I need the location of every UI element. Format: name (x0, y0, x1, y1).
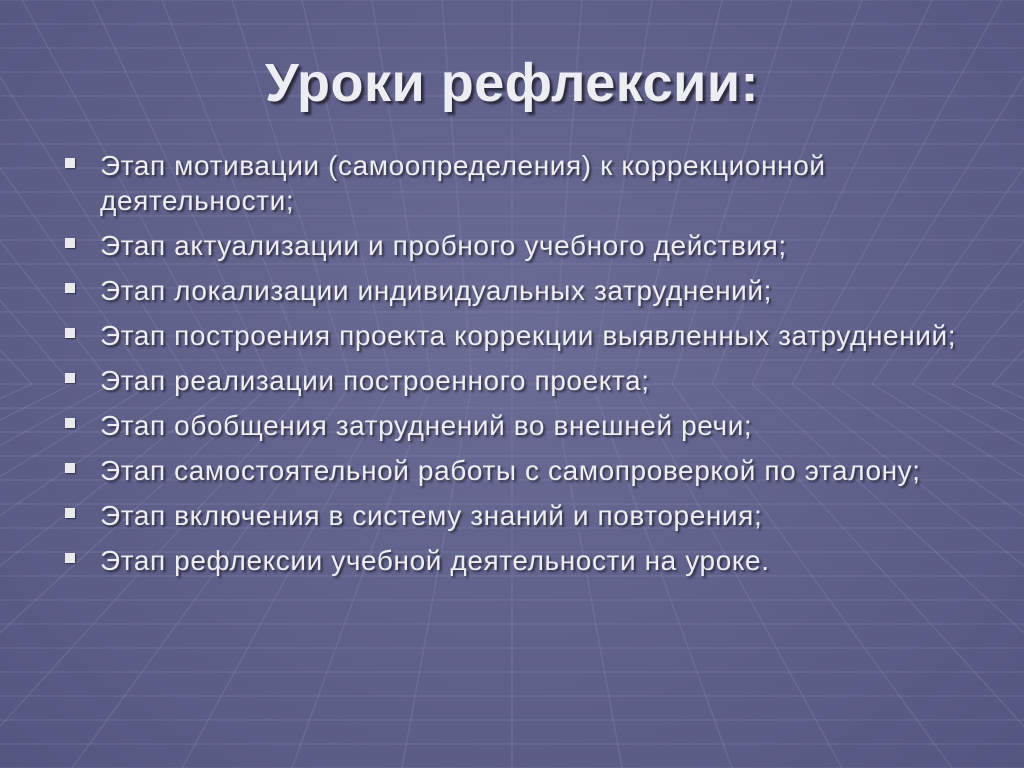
bullet-text: Этап обобщения затруднений во внешней речи; (100, 410, 753, 441)
square-bullet-icon (65, 373, 75, 383)
bullet-text: Этап реализации построенного проекта; (100, 365, 650, 396)
bullet-item (62, 453, 962, 488)
bullet-text: Этап мотивации (самоопределения) к коррекционной деятельности; (100, 150, 826, 216)
bullet-text: Этап рефлексии учебной деятельности на уроке. (100, 545, 770, 576)
square-bullet-icon (65, 508, 75, 518)
square-bullet-icon (65, 238, 75, 248)
bullet-text: Этап самостоятельной работы с самопроверкой по эталону; (100, 455, 921, 486)
slide-title: Уроки рефлексии: (265, 53, 759, 113)
bullet-item (62, 148, 962, 218)
bullet-text: Этап построения проекта коррекции выявленных затруднений; (100, 320, 957, 351)
square-bullet-icon (65, 463, 75, 473)
square-bullet-icon (65, 418, 75, 428)
square-bullet-icon (65, 283, 75, 293)
bullet-item (62, 408, 962, 443)
bullet-list (62, 148, 962, 588)
bullet-item (62, 228, 962, 263)
bullet-item (62, 498, 962, 533)
bullet-text: Этап локализации индивидуальных затруднений; (100, 275, 773, 306)
bullet-item (62, 363, 962, 398)
square-bullet-icon (65, 553, 75, 563)
bullet-item (62, 273, 962, 308)
square-bullet-icon (65, 328, 75, 338)
bullet-item (62, 318, 962, 353)
bullet-item (62, 543, 962, 578)
square-bullet-icon (65, 158, 75, 168)
bullet-text: Этап включения в систему знаний и повторения; (100, 500, 763, 531)
bullet-text: Этап актуализации и пробного учебного действия; (100, 230, 787, 261)
